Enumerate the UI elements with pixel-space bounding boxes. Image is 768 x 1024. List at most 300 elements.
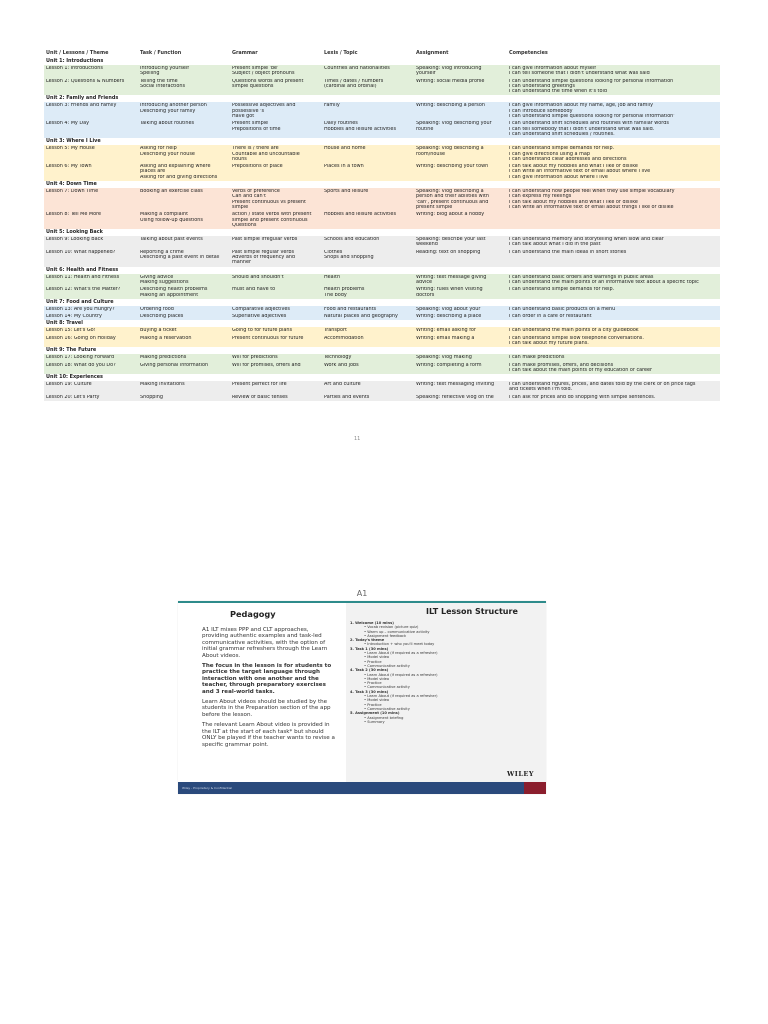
lesson-cell — [230, 307, 322, 312]
lesson-cell — [44, 363, 138, 374]
pedagogy-paragraph: A1 ILT mixes PPP and CLT approaches, providing authentic examples and task-led communicative activities, with the option of initial grammar refreshers through the Learn About videos. — [202, 627, 328, 659]
lesson-cell — [44, 121, 138, 137]
lesson-cell — [44, 212, 138, 228]
cell-line: Present simple 'be' — [232, 66, 279, 71]
pedagogy-panel — [178, 603, 346, 782]
lesson-cell — [414, 382, 507, 393]
lesson-cell — [44, 355, 138, 360]
cell-line: I can understand basic products on a menu — [509, 306, 616, 312]
structure-item: • Practice — [350, 681, 540, 685]
cell-line: Writing: rules when visiting — [416, 287, 483, 293]
cell-line: Countable and uncountable — [232, 151, 300, 157]
cell-line: yourself — [416, 71, 436, 77]
cell-line: I can write an informative text or email about things I like or dislike — [509, 204, 674, 210]
lesson-cell — [414, 336, 507, 347]
cell-line: Introducing another person — [140, 103, 207, 109]
cell-line: Work and jobs — [324, 362, 359, 368]
lesson-row — [44, 306, 720, 313]
cell-line: places are — [140, 169, 166, 175]
cell-line: Schools and education — [324, 237, 380, 243]
cell-line: I can understand clear addresses and directions — [509, 156, 627, 162]
cell-line: I can understand shift schedules and routines with familiar words — [509, 121, 669, 127]
lesson-cell — [507, 355, 720, 360]
cell-line: I can talk about my future plans. — [509, 340, 589, 346]
cell-line: Parties and events — [324, 394, 370, 400]
lesson-cell — [230, 328, 322, 333]
lesson-cell — [138, 189, 230, 210]
column-header: Unit / Lessons / Theme — [46, 50, 109, 56]
cell-line: Questions — [232, 222, 257, 228]
cell-line: Speaking: vlog describing a — [416, 146, 484, 152]
lesson-cell — [414, 395, 507, 400]
wiley-logo: WILEY — [506, 770, 534, 778]
structure-item: • Summary — [350, 720, 540, 724]
cell-line: Writing: email making a — [416, 335, 475, 341]
slide-thumbnail — [178, 589, 546, 794]
lesson-cell — [138, 287, 230, 298]
cell-line: I can understand shift schedules / routines. — [509, 131, 615, 137]
structure-item: • Communicative activity — [350, 685, 540, 689]
cell-line: I can give information about myself — [509, 66, 596, 71]
cell-line: I can understand simple questions looking for personal information' — [509, 114, 675, 120]
lesson-cell — [44, 382, 138, 393]
lesson-cell — [44, 79, 138, 95]
unit-heading: Unit 5: Looking Back — [46, 229, 103, 236]
lesson-cell — [230, 336, 322, 347]
lesson-cell — [138, 328, 230, 333]
lesson-cell — [507, 307, 720, 312]
cell-line: simple — [232, 204, 249, 210]
column-header: Lexis / Topic — [324, 50, 358, 56]
cell-line: Reading: text on shopping — [416, 249, 481, 255]
lesson-row — [44, 102, 720, 120]
lesson-cell — [138, 237, 230, 248]
slide-footer — [178, 782, 546, 794]
lesson-cell — [138, 79, 230, 95]
lesson-cell — [414, 328, 507, 333]
cell-line: Using follow-up questions — [140, 217, 203, 223]
structure-heading: 5. Assignment (10 mins) — [350, 711, 400, 716]
lesson-cell — [44, 146, 138, 162]
column-header: Grammar — [232, 50, 258, 56]
structure-item: • Communicative activity — [350, 664, 540, 668]
lesson-cell — [507, 287, 720, 298]
cell-line: Lesson 9: Looking Back — [46, 237, 104, 243]
cell-line: Adverbs of frequency and — [232, 255, 296, 261]
lesson-structure-panel — [346, 603, 546, 782]
cell-line: I can understand the main points of a city guidebook — [509, 328, 639, 334]
lesson-cell — [322, 250, 414, 266]
cell-line: advice — [416, 279, 433, 285]
lesson-cell — [230, 287, 322, 298]
cell-line: manner — [232, 260, 251, 266]
lesson-cell — [507, 164, 720, 180]
unit-heading: Unit 8: Travel — [46, 320, 83, 327]
lesson-cell — [322, 189, 414, 210]
cell-line: Superlative adjectives — [232, 314, 287, 320]
lesson-structure-list — [350, 621, 540, 724]
lesson-cell — [322, 395, 414, 400]
lesson-cell — [507, 336, 720, 347]
cell-line: 'can', present continuous and — [416, 199, 489, 205]
lesson-cell — [230, 363, 322, 374]
cell-line: Ordering food — [140, 306, 174, 312]
lesson-cell — [414, 275, 507, 286]
cell-line: I can ask for prices and do shopping with simple sentences. — [509, 394, 656, 400]
cell-line: Comparative adjectives — [232, 306, 290, 312]
slide — [178, 601, 546, 794]
cell-line: I can understand simple slow telephone conversations. — [509, 335, 644, 341]
cell-line: Speaking: vlog about your — [416, 306, 481, 312]
lesson-cell — [230, 355, 322, 360]
cell-line: I can tell someone that I didn't understand what was said — [509, 71, 650, 77]
lesson-cell — [414, 307, 507, 312]
lesson-cell — [44, 237, 138, 248]
lesson-cell — [322, 79, 414, 95]
lesson-cell — [414, 237, 507, 248]
lesson-cell — [322, 164, 414, 180]
pedagogy-paragraph: Learn About videos should be studied by the students in the Preparation section of the app before the lesson. — [202, 699, 331, 718]
lesson-cell — [507, 189, 720, 210]
cell-line: Lesson 14: My Country — [46, 314, 102, 320]
cell-line: Lesson 17: Looking Forward — [46, 355, 115, 361]
cell-line: I can understand memory and storytelling when slow and clear — [509, 237, 664, 243]
cell-line: Writing: social media profile — [416, 78, 485, 84]
lesson-cell — [322, 237, 414, 248]
lesson-row — [44, 286, 720, 299]
structure-heading: 1. Welcome (10 mins) — [350, 621, 394, 625]
lesson-cell — [322, 307, 414, 312]
lesson-cell — [138, 307, 230, 312]
structure-item: • Communicative activity — [350, 707, 540, 711]
lesson-row — [44, 249, 720, 267]
cell-line: I can give directions using a map — [509, 151, 590, 157]
cell-line: I can talk about what I did in the past — [509, 242, 601, 248]
cell-line: Lesson 4: My Day — [46, 121, 90, 127]
cell-line: Speaking: vlog introducing — [416, 66, 482, 71]
cell-line: Have got — [232, 114, 255, 120]
cell-line: Hobbies and leisure activities — [324, 126, 396, 132]
lesson-row — [44, 236, 720, 249]
lesson-cell — [138, 250, 230, 266]
cell-line: Lesson 19: Culture — [46, 382, 92, 388]
cell-line: I can talk about the main points of my education or career — [509, 367, 653, 373]
cell-line: I can express my feelings — [509, 194, 572, 200]
cell-line: I can tell somebody that I didn't understand what was said. — [509, 126, 655, 132]
lesson-cell — [138, 103, 230, 119]
lesson-cell — [230, 314, 322, 319]
lesson-cell — [507, 328, 720, 333]
slide-label: A1 — [356, 589, 368, 598]
cell-line: Making predictions — [140, 355, 187, 361]
lesson-cell — [138, 355, 230, 360]
lesson-row — [44, 354, 720, 361]
lesson-row — [44, 211, 720, 229]
cell-line: Shopping — [140, 394, 163, 400]
lesson-cell — [44, 250, 138, 266]
lesson-cell — [230, 79, 322, 95]
cell-line: simple and present continuous — [232, 217, 308, 223]
cell-line: Describing your house — [140, 151, 195, 157]
structure-heading: 3. Task 1 (30 mins) — [350, 646, 389, 651]
lesson-row — [44, 145, 720, 163]
lesson-row — [44, 120, 720, 138]
cell-line: Booking an exercise class — [140, 189, 203, 195]
cell-line: Lesson 16: Going on Holiday — [46, 335, 116, 341]
lesson-cell — [230, 275, 322, 286]
lesson-cell — [138, 275, 230, 286]
cell-line: Describing your family — [140, 108, 196, 114]
lesson-cell — [44, 275, 138, 286]
lesson-cell — [414, 250, 507, 266]
lesson-cell — [138, 395, 230, 400]
lesson-row — [44, 394, 720, 401]
lesson-cell — [507, 103, 720, 119]
structure-item: • Practice — [350, 660, 540, 664]
structure-item: • Introduction + who you'll meet today — [350, 642, 540, 646]
cell-line: I can give information about where I live — [509, 174, 608, 180]
unit-heading: Unit 3: Where I Live — [46, 138, 101, 145]
cell-line: Lesson 8: Tell Me More — [46, 212, 102, 218]
lesson-cell — [44, 307, 138, 312]
lesson-cell — [44, 336, 138, 347]
cell-line: Speaking: reflective vlog on the — [416, 394, 494, 400]
cell-line: Making a complaint — [140, 212, 188, 218]
cell-line: Review of basic tenses — [232, 394, 288, 400]
cell-line: Making invitations — [140, 382, 185, 388]
lesson-cell — [44, 314, 138, 319]
cell-line: House and home — [324, 146, 366, 152]
cell-line: Describing a past event in detail — [140, 255, 220, 261]
table-body — [44, 58, 720, 401]
cell-line: Present continuous vs present — [232, 199, 306, 205]
lesson-cell — [138, 212, 230, 228]
cell-line: Questions words and present — [232, 78, 304, 84]
cell-line: person and their abilities with — [416, 194, 489, 200]
lesson-cell — [414, 79, 507, 95]
cell-line: Lesson 12: What's the Matter? — [46, 287, 121, 293]
cell-line: I can talk about my hobbies and what I like or dislike — [509, 164, 638, 170]
lesson-cell — [507, 66, 720, 77]
cell-line: (cardinal and ordinal) — [324, 83, 377, 89]
lesson-cell — [230, 212, 322, 228]
cell-line: Food and restaurants — [324, 306, 377, 312]
cell-line: Lesson 10: What happened? — [46, 249, 116, 255]
structure-item: • Warm up – communicative activity — [350, 630, 540, 634]
lesson-cell — [44, 164, 138, 180]
cell-line: I can introduce somebody — [509, 108, 573, 114]
lesson-cell — [414, 314, 507, 319]
unit-heading: Unit 10: Experiences — [46, 374, 103, 381]
cell-line: present simple — [416, 204, 453, 210]
cell-line: The body — [324, 292, 347, 298]
lesson-row — [44, 362, 720, 375]
lesson-cell — [414, 355, 507, 360]
pedagogy-paragraph: The relevant Learn About video is provided in the ILT at the start of each task* but should ONLY be played if the teacher wants to revise a specific grammar point. — [202, 722, 335, 748]
cell-line: Giving advice — [140, 274, 174, 280]
lesson-cell — [322, 66, 414, 77]
structure-item: • Assignment feedback — [350, 634, 540, 638]
lesson-row — [44, 335, 720, 348]
lesson-cell — [322, 355, 414, 360]
structure-item: • Practice — [350, 703, 540, 707]
lesson-cell — [230, 250, 322, 266]
cell-line: Lesson 20: Let's Party — [46, 394, 100, 400]
cell-line: Lesson 6: My Town — [46, 164, 92, 170]
cell-line: Reporting a crime — [140, 249, 184, 255]
structure-item: • Model video — [350, 677, 540, 681]
cell-line: Writing: describing a person — [416, 103, 485, 109]
cell-line: Verbs of preference — [232, 189, 280, 195]
cell-line: Talking about routines — [140, 121, 195, 127]
lesson-cell — [138, 146, 230, 162]
lesson-cell — [230, 66, 322, 77]
cell-line: and tickets when I'm told. — [509, 387, 573, 393]
lesson-cell — [44, 395, 138, 400]
lesson-cell — [322, 275, 414, 286]
structure-item: • Learn About (if required as a refresher) — [350, 673, 540, 677]
structure-item: • Model video — [350, 698, 540, 702]
lesson-row — [44, 65, 720, 78]
pedagogy-title: Pedagogy — [230, 609, 276, 619]
lesson-cell — [322, 363, 414, 374]
cell-line: Present perfect for life — [232, 382, 287, 388]
lesson-cell — [322, 328, 414, 333]
lesson-cell — [507, 250, 720, 266]
lesson-row — [44, 188, 720, 211]
cell-line: Describing health problems — [140, 287, 208, 293]
lesson-cell — [230, 395, 322, 400]
cell-line: I can understand basic orders and warnings in public areas — [509, 274, 654, 280]
lesson-cell — [507, 146, 720, 162]
cell-line: Past simple regular verbs — [232, 249, 295, 255]
cell-line: Lesson 3: Friends and Family — [46, 103, 117, 109]
cell-line: Health problems — [324, 287, 365, 293]
lesson-row — [44, 327, 720, 334]
cell-line: Countries and nationalities — [324, 66, 390, 71]
cell-line: Prepositions of place — [232, 164, 283, 170]
unit-heading: Unit 1: Introductions — [46, 58, 104, 64]
cell-line: Past simple irregular verbs — [232, 237, 298, 243]
unit-heading: Unit 4: Down Time — [46, 181, 97, 188]
lesson-cell — [322, 287, 414, 298]
lesson-cell — [322, 336, 414, 347]
cell-line: Speaking: vlog describing a — [416, 189, 484, 195]
lesson-cell — [414, 363, 507, 374]
lesson-row — [44, 313, 720, 320]
column-header: Competencies — [509, 50, 548, 56]
cell-line: I can understand the time when it's told — [509, 89, 607, 95]
cell-line: I can talk about my hobbies and what I like or dislike — [509, 199, 638, 205]
lesson-cell — [322, 212, 414, 228]
page-number: 11 — [354, 436, 361, 442]
cell-line: Talking about past events — [140, 237, 203, 243]
cell-line: I can understand simple demands for help. — [509, 287, 615, 293]
structure-item: • Assignment briefing — [350, 716, 540, 720]
lesson-cell — [414, 189, 507, 210]
lesson-cell — [322, 103, 414, 119]
lesson-cell — [507, 121, 720, 137]
cell-line: I can give information about my name, age, job and family — [509, 103, 653, 109]
lesson-row — [44, 78, 720, 96]
cell-line: I can understand figures, prices, and dates told by the clerk or on price tags — [509, 382, 696, 388]
cell-line: Present simple — [232, 121, 269, 127]
cell-line: Prepositions of time — [232, 126, 281, 132]
lesson-cell — [44, 328, 138, 333]
lesson-cell — [230, 103, 322, 119]
cell-line: Clothes — [324, 249, 343, 255]
cell-line: Buying a ticket — [140, 328, 177, 334]
lesson-cell — [44, 103, 138, 119]
structure-item: • Model video — [350, 655, 540, 659]
cell-line: Sports and leisure — [324, 189, 369, 195]
unit-heading: Unit 2: Family and Friends — [46, 95, 119, 102]
cell-line: Possessive adjectives and — [232, 103, 296, 109]
cell-line: Asking for help — [140, 146, 177, 152]
cell-line: Writing: blog about a hobby — [416, 212, 485, 218]
cell-line: Lesson 11: Health and Fitness — [46, 274, 120, 280]
pedagogy-paragraph: The focus in the lesson is for students to practice the target language through interaction with one another and the teacher, through preparatory exercises and 3 real-world tasks. — [202, 663, 332, 695]
cell-line: Subject / object pronouns — [232, 71, 295, 77]
cell-line: I can understand how people feel when they use simple vocabulary — [509, 189, 675, 195]
lesson-cell — [44, 189, 138, 210]
cell-line: Making a reservation — [140, 335, 192, 341]
cell-line: room/house — [416, 151, 446, 157]
cell-line: I can understand greetings — [509, 83, 575, 89]
structure-heading: 4. Task 2 (30 mins) — [350, 668, 389, 673]
unit-heading: Unit 7: Food and Culture — [46, 298, 114, 305]
lesson-cell — [322, 146, 414, 162]
lesson-cell — [230, 189, 322, 210]
lesson-cell — [414, 103, 507, 119]
lesson-cell — [138, 314, 230, 319]
cell-line: Transport — [324, 328, 347, 334]
cell-line: There is / there are — [232, 146, 279, 152]
lesson-cell — [507, 363, 720, 374]
cell-line: I can understand simple demands for help. — [509, 146, 615, 152]
lesson-cell — [414, 146, 507, 162]
cell-line: Lesson 18: What do you Do? — [46, 362, 116, 368]
lesson-cell — [414, 212, 507, 228]
cell-line: Introducing yourself — [140, 66, 189, 71]
cell-line: Can and can't — [232, 194, 266, 200]
lesson-cell — [414, 66, 507, 77]
cell-line: doctors — [416, 292, 435, 298]
structure-heading: 4. Task 3 (30 mins) — [350, 689, 389, 694]
cell-line: Present continuous for future — [232, 335, 304, 341]
lesson-cell — [44, 66, 138, 77]
cell-line: I can make predictions — [509, 355, 565, 361]
cell-line: Lesson 7: Down Time — [46, 189, 99, 195]
column-header: Assignment — [416, 50, 449, 56]
cell-line: I can make promises, offers, and decisions — [509, 362, 614, 368]
lesson-row — [44, 163, 720, 181]
cell-line: action / state verbs with present — [232, 212, 312, 218]
cell-line: Describing places — [140, 314, 184, 320]
structure-heading: 2. Today's theme — [350, 638, 385, 643]
lesson-cell — [507, 382, 720, 393]
cell-line: Technology — [324, 355, 352, 361]
cell-line: Writing: completing a form — [416, 362, 482, 368]
unit-heading: Unit 6: Health and Fitness — [46, 266, 119, 273]
cell-line: must and have to — [232, 287, 276, 293]
cell-line: Asking for and giving directions — [140, 174, 218, 180]
lesson-row — [44, 381, 720, 394]
cell-line: Art and culture — [324, 382, 361, 388]
cell-line: Speaking: vlog describing your — [416, 121, 492, 127]
cell-line: Giving personal information — [140, 362, 209, 368]
column-header: Task / Function — [140, 50, 182, 56]
